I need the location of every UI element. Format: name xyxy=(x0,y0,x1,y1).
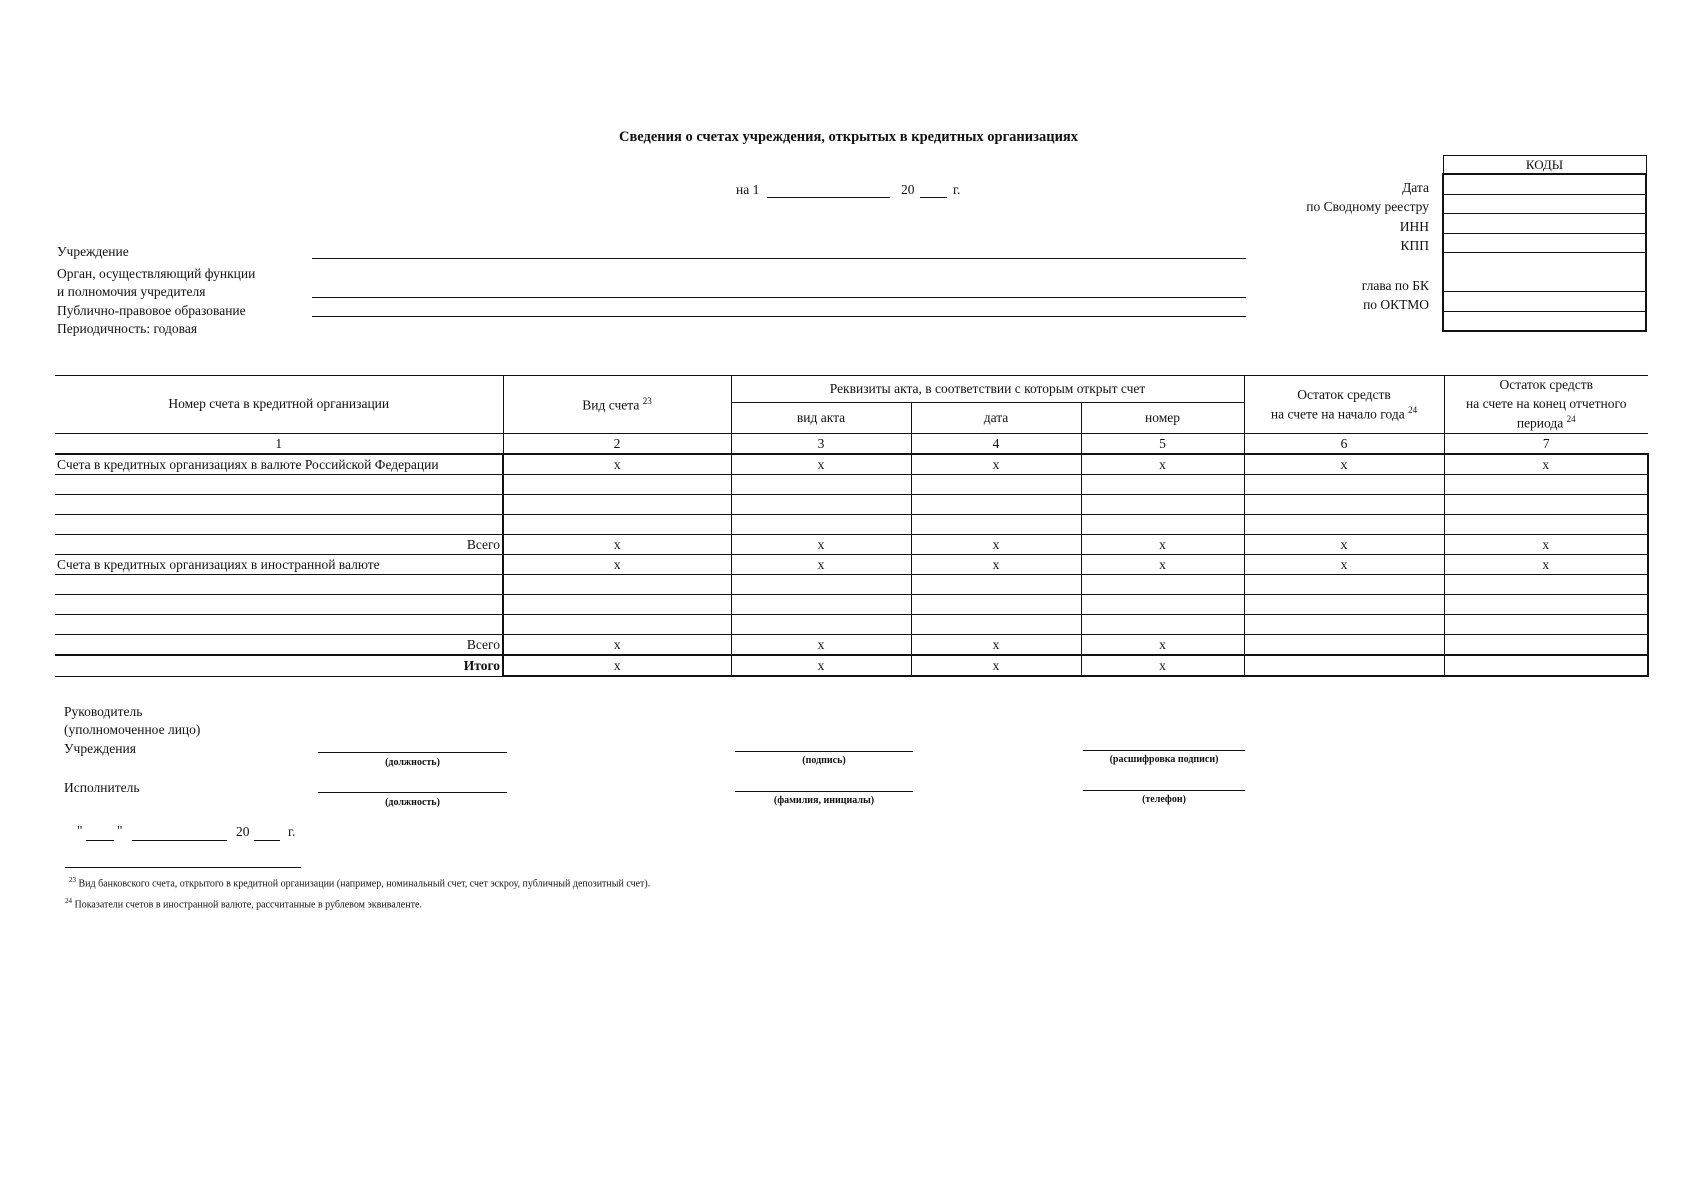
code-label-kpp: КПП xyxy=(1400,238,1429,253)
act-type-cell[interactable] xyxy=(731,575,911,595)
act-date-cell[interactable] xyxy=(911,595,1081,615)
account-type-cell[interactable] xyxy=(503,475,731,495)
col6-footnote-ref: 24 xyxy=(1408,404,1418,415)
public-entity-label: Публично-правовое образование xyxy=(57,303,246,318)
sign-date-quote-close: " xyxy=(117,823,123,838)
code-label-registry: по Сводному реестру xyxy=(1306,199,1429,214)
head-signature-field[interactable] xyxy=(735,751,913,752)
account-type-cell[interactable] xyxy=(503,615,731,635)
code-label-oktmo: по ОКТМО xyxy=(1363,297,1429,312)
executor-label: Исполнитель xyxy=(64,780,140,795)
footnote-24 xyxy=(65,897,422,910)
table-row xyxy=(55,515,1648,535)
balance-start-cell[interactable] xyxy=(1244,595,1444,615)
x-mark: x xyxy=(503,655,731,676)
code-label-date: Дата xyxy=(1402,180,1429,195)
col1-header: Номер счета в кредитной организации xyxy=(55,376,503,434)
head-position-field[interactable] xyxy=(318,752,507,753)
code-field-registry[interactable] xyxy=(1443,194,1646,214)
footnote-23-text: Вид банковского счета, открытого в кредитной организации (например, номинальный счет, счет эскроу, публичный депозитный счет). xyxy=(78,878,651,890)
code-field-kpp[interactable] xyxy=(1443,233,1646,253)
act-date-cell[interactable] xyxy=(911,495,1081,515)
x-mark: x xyxy=(911,454,1081,475)
x-mark: x xyxy=(503,635,731,656)
act-number-cell[interactable] xyxy=(1081,575,1244,595)
table-row xyxy=(55,535,1648,555)
balance-end-cell[interactable] xyxy=(1444,575,1648,595)
col-number-5: 5 xyxy=(1081,434,1244,455)
founder-label-line2: и полномочия учредителя xyxy=(57,284,206,299)
balance-end-grand-total[interactable] xyxy=(1444,655,1648,676)
act-date-cell[interactable] xyxy=(911,575,1081,595)
head-position-caption: (должность) xyxy=(385,757,440,768)
act-date-cell[interactable] xyxy=(911,615,1081,635)
accounts-table xyxy=(55,375,1649,677)
code-label-inn: ИНН xyxy=(1399,219,1429,234)
codes-table xyxy=(1442,155,1647,332)
head-decoding-caption: (расшифровка подписи) xyxy=(1109,754,1219,765)
date-year-field[interactable] xyxy=(920,197,947,198)
account-type-cell[interactable] xyxy=(503,575,731,595)
act-date-cell[interactable] xyxy=(911,475,1081,495)
act-header: Реквизиты акта, в соответствии с которым открыт счет xyxy=(731,376,1244,403)
table-row xyxy=(55,454,1648,475)
balance-start-cell[interactable] xyxy=(1244,475,1444,495)
col6-header-line2-text: на счете на начало года xyxy=(1270,406,1405,422)
col2-header-text: Вид счета xyxy=(582,397,640,413)
x-mark: x xyxy=(503,454,731,475)
x-mark: x xyxy=(911,635,1081,656)
col2-footnote-ref: 23 xyxy=(642,395,652,406)
act-date-header: дата xyxy=(911,403,1081,434)
head-label-line3: Учреждения xyxy=(64,741,136,756)
col-number-3: 3 xyxy=(731,434,911,455)
code-label-budget-chapter: глава по БК xyxy=(1361,278,1429,293)
x-mark: x xyxy=(731,535,911,555)
account-type-cell[interactable] xyxy=(503,495,731,515)
x-mark: x xyxy=(731,635,911,656)
col7-header-line3-text: периода xyxy=(1516,415,1564,431)
sign-date-day-field[interactable] xyxy=(86,840,114,841)
table-row xyxy=(55,635,1648,656)
subtotal-foreign-label: Всего xyxy=(55,635,503,656)
account-number-cell[interactable] xyxy=(55,515,503,535)
head-decoding-field[interactable] xyxy=(1083,750,1245,751)
col7-header-line3 xyxy=(1447,413,1647,433)
act-type-cell[interactable] xyxy=(731,475,911,495)
institution-field[interactable] xyxy=(312,258,1246,259)
x-mark: x xyxy=(1244,535,1444,555)
executor-phone-field[interactable] xyxy=(1083,790,1245,791)
footnote-24-number: 24 xyxy=(65,897,72,905)
head-label-line2: (уполномоченное лицо) xyxy=(64,722,201,737)
institution-label: Учреждение xyxy=(57,244,129,259)
balance-start-cell[interactable] xyxy=(1244,575,1444,595)
balance-start-cell[interactable] xyxy=(1244,515,1444,535)
col-number-4: 4 xyxy=(911,434,1081,455)
founder-field[interactable] xyxy=(312,297,1246,298)
balance-start-total-foreign[interactable] xyxy=(1244,635,1444,656)
balance-end-cell[interactable] xyxy=(1444,595,1648,615)
code-field-budget-chapter[interactable] xyxy=(1443,292,1646,312)
x-mark: x xyxy=(1081,555,1244,575)
act-type-cell[interactable] xyxy=(731,495,911,515)
date-suffix: г. xyxy=(953,182,961,197)
col6-header-line2 xyxy=(1247,404,1442,424)
x-mark: x xyxy=(731,555,911,575)
balance-start-grand-total[interactable] xyxy=(1244,655,1444,676)
x-mark: x xyxy=(731,655,911,676)
sign-date-year-prefix: 20 xyxy=(236,824,250,839)
col6-header xyxy=(1244,376,1444,434)
act-number-cell[interactable] xyxy=(1081,515,1244,535)
section-rub-label: Счета в кредитных организациях в валюте Российской Федерации xyxy=(55,454,503,475)
sign-date-suffix: г. xyxy=(288,824,296,839)
subtotal-rub-label: Всего xyxy=(55,535,503,555)
col6-header-line1: Остаток средств xyxy=(1297,386,1391,402)
code-field-inn[interactable] xyxy=(1443,214,1646,234)
date-day-month-field[interactable] xyxy=(767,197,890,198)
footnote-separator xyxy=(65,867,301,868)
account-type-cell[interactable] xyxy=(503,595,731,615)
act-number-cell[interactable] xyxy=(1081,475,1244,495)
act-number-header: номер xyxy=(1081,403,1244,434)
footnote-23 xyxy=(69,876,650,889)
x-mark: x xyxy=(911,655,1081,676)
sign-date-month-field[interactable] xyxy=(132,840,227,841)
col2-header xyxy=(503,376,731,434)
x-mark: x xyxy=(1244,454,1444,475)
x-mark: x xyxy=(1444,555,1648,575)
x-mark: x xyxy=(1081,635,1244,656)
act-number-cell[interactable] xyxy=(1081,495,1244,515)
act-number-cell[interactable] xyxy=(1081,595,1244,615)
x-mark: x xyxy=(1444,535,1648,555)
col-number-6: 6 xyxy=(1244,434,1444,455)
col7-header xyxy=(1444,376,1648,434)
x-mark: x xyxy=(1081,454,1244,475)
executor-position-field[interactable] xyxy=(318,792,507,793)
table-row xyxy=(55,475,1648,495)
balance-end-cell[interactable] xyxy=(1444,515,1648,535)
page-title: Сведения о счетах учреждения, открытых в кредитных организациях xyxy=(618,129,1079,145)
executor-position-caption: (должность) xyxy=(385,797,440,808)
table-row xyxy=(55,495,1648,515)
act-number-cell[interactable] xyxy=(1081,615,1244,635)
act-type-cell[interactable] xyxy=(731,515,911,535)
col7-header-line1: Остаток средств xyxy=(1499,377,1594,393)
x-mark: x xyxy=(503,555,731,575)
balance-start-cell[interactable] xyxy=(1244,495,1444,515)
account-number-cell[interactable] xyxy=(55,615,503,635)
x-mark: x xyxy=(911,535,1081,555)
col-number-7: 7 xyxy=(1444,434,1648,455)
x-mark: x xyxy=(1081,535,1244,555)
executor-name-caption: (фамилия, инициалы) xyxy=(773,795,875,806)
date-prefix: на 1 xyxy=(736,182,760,197)
founder-label-line1: Орган, осуществляющий функции xyxy=(57,266,256,281)
account-number-cell[interactable] xyxy=(55,575,503,595)
table-row xyxy=(55,615,1648,635)
account-type-cell[interactable] xyxy=(503,515,731,535)
x-mark: x xyxy=(731,454,911,475)
table-row xyxy=(55,555,1648,575)
executor-name-field[interactable] xyxy=(735,791,913,792)
codes-header: КОДЫ xyxy=(1443,156,1646,175)
balance-end-cell[interactable] xyxy=(1444,495,1648,515)
col-number-2: 2 xyxy=(503,434,731,455)
col-number-1: 1 xyxy=(55,434,503,455)
footnote-24-text: Показатели счетов в иностранной валюте, рассчитанные в рублевом эквиваленте. xyxy=(74,899,422,911)
col7-header-line2: на счете на конец отчетного xyxy=(1466,395,1627,411)
executor-phone-caption: (телефон) xyxy=(1142,794,1186,805)
balance-end-cell[interactable] xyxy=(1444,615,1648,635)
x-mark: x xyxy=(1081,655,1244,676)
section-foreign-label: Счета в кредитных организациях в иностранной валюте xyxy=(55,555,503,575)
head-signature-caption: (подпись) xyxy=(802,755,846,766)
date-year-prefix: 20 xyxy=(901,182,915,197)
account-number-cell[interactable] xyxy=(55,475,503,495)
act-date-cell[interactable] xyxy=(911,515,1081,535)
x-mark: x xyxy=(1244,555,1444,575)
account-number-cell[interactable] xyxy=(55,495,503,515)
balance-start-cell[interactable] xyxy=(1244,615,1444,635)
table-row xyxy=(55,595,1648,615)
account-number-cell[interactable] xyxy=(55,595,503,615)
periodicity-label: Периодичность: годовая xyxy=(57,321,198,336)
x-mark: x xyxy=(911,555,1081,575)
balance-end-cell[interactable] xyxy=(1444,475,1648,495)
code-field-oktmo[interactable] xyxy=(1443,311,1646,331)
head-label-line1: Руководитель xyxy=(64,704,143,719)
act-type-cell[interactable] xyxy=(731,615,911,635)
table-row xyxy=(55,575,1648,595)
sign-date-quote-open: " xyxy=(77,823,83,838)
col7-footnote-ref: 24 xyxy=(1566,413,1576,424)
code-field-date[interactable] xyxy=(1443,174,1646,194)
x-mark: x xyxy=(1444,454,1648,475)
grand-total-label: Итого xyxy=(55,655,503,676)
public-entity-field[interactable] xyxy=(312,316,1246,317)
x-mark: x xyxy=(503,535,731,555)
code-field-blank[interactable] xyxy=(1443,253,1646,292)
balance-end-total-foreign[interactable] xyxy=(1444,635,1648,656)
act-type-header: вид акта xyxy=(731,403,911,434)
footnote-23-number: 23 xyxy=(69,876,76,884)
table-row xyxy=(55,655,1648,676)
act-type-cell[interactable] xyxy=(731,595,911,615)
sign-date-year-field[interactable] xyxy=(254,840,280,841)
